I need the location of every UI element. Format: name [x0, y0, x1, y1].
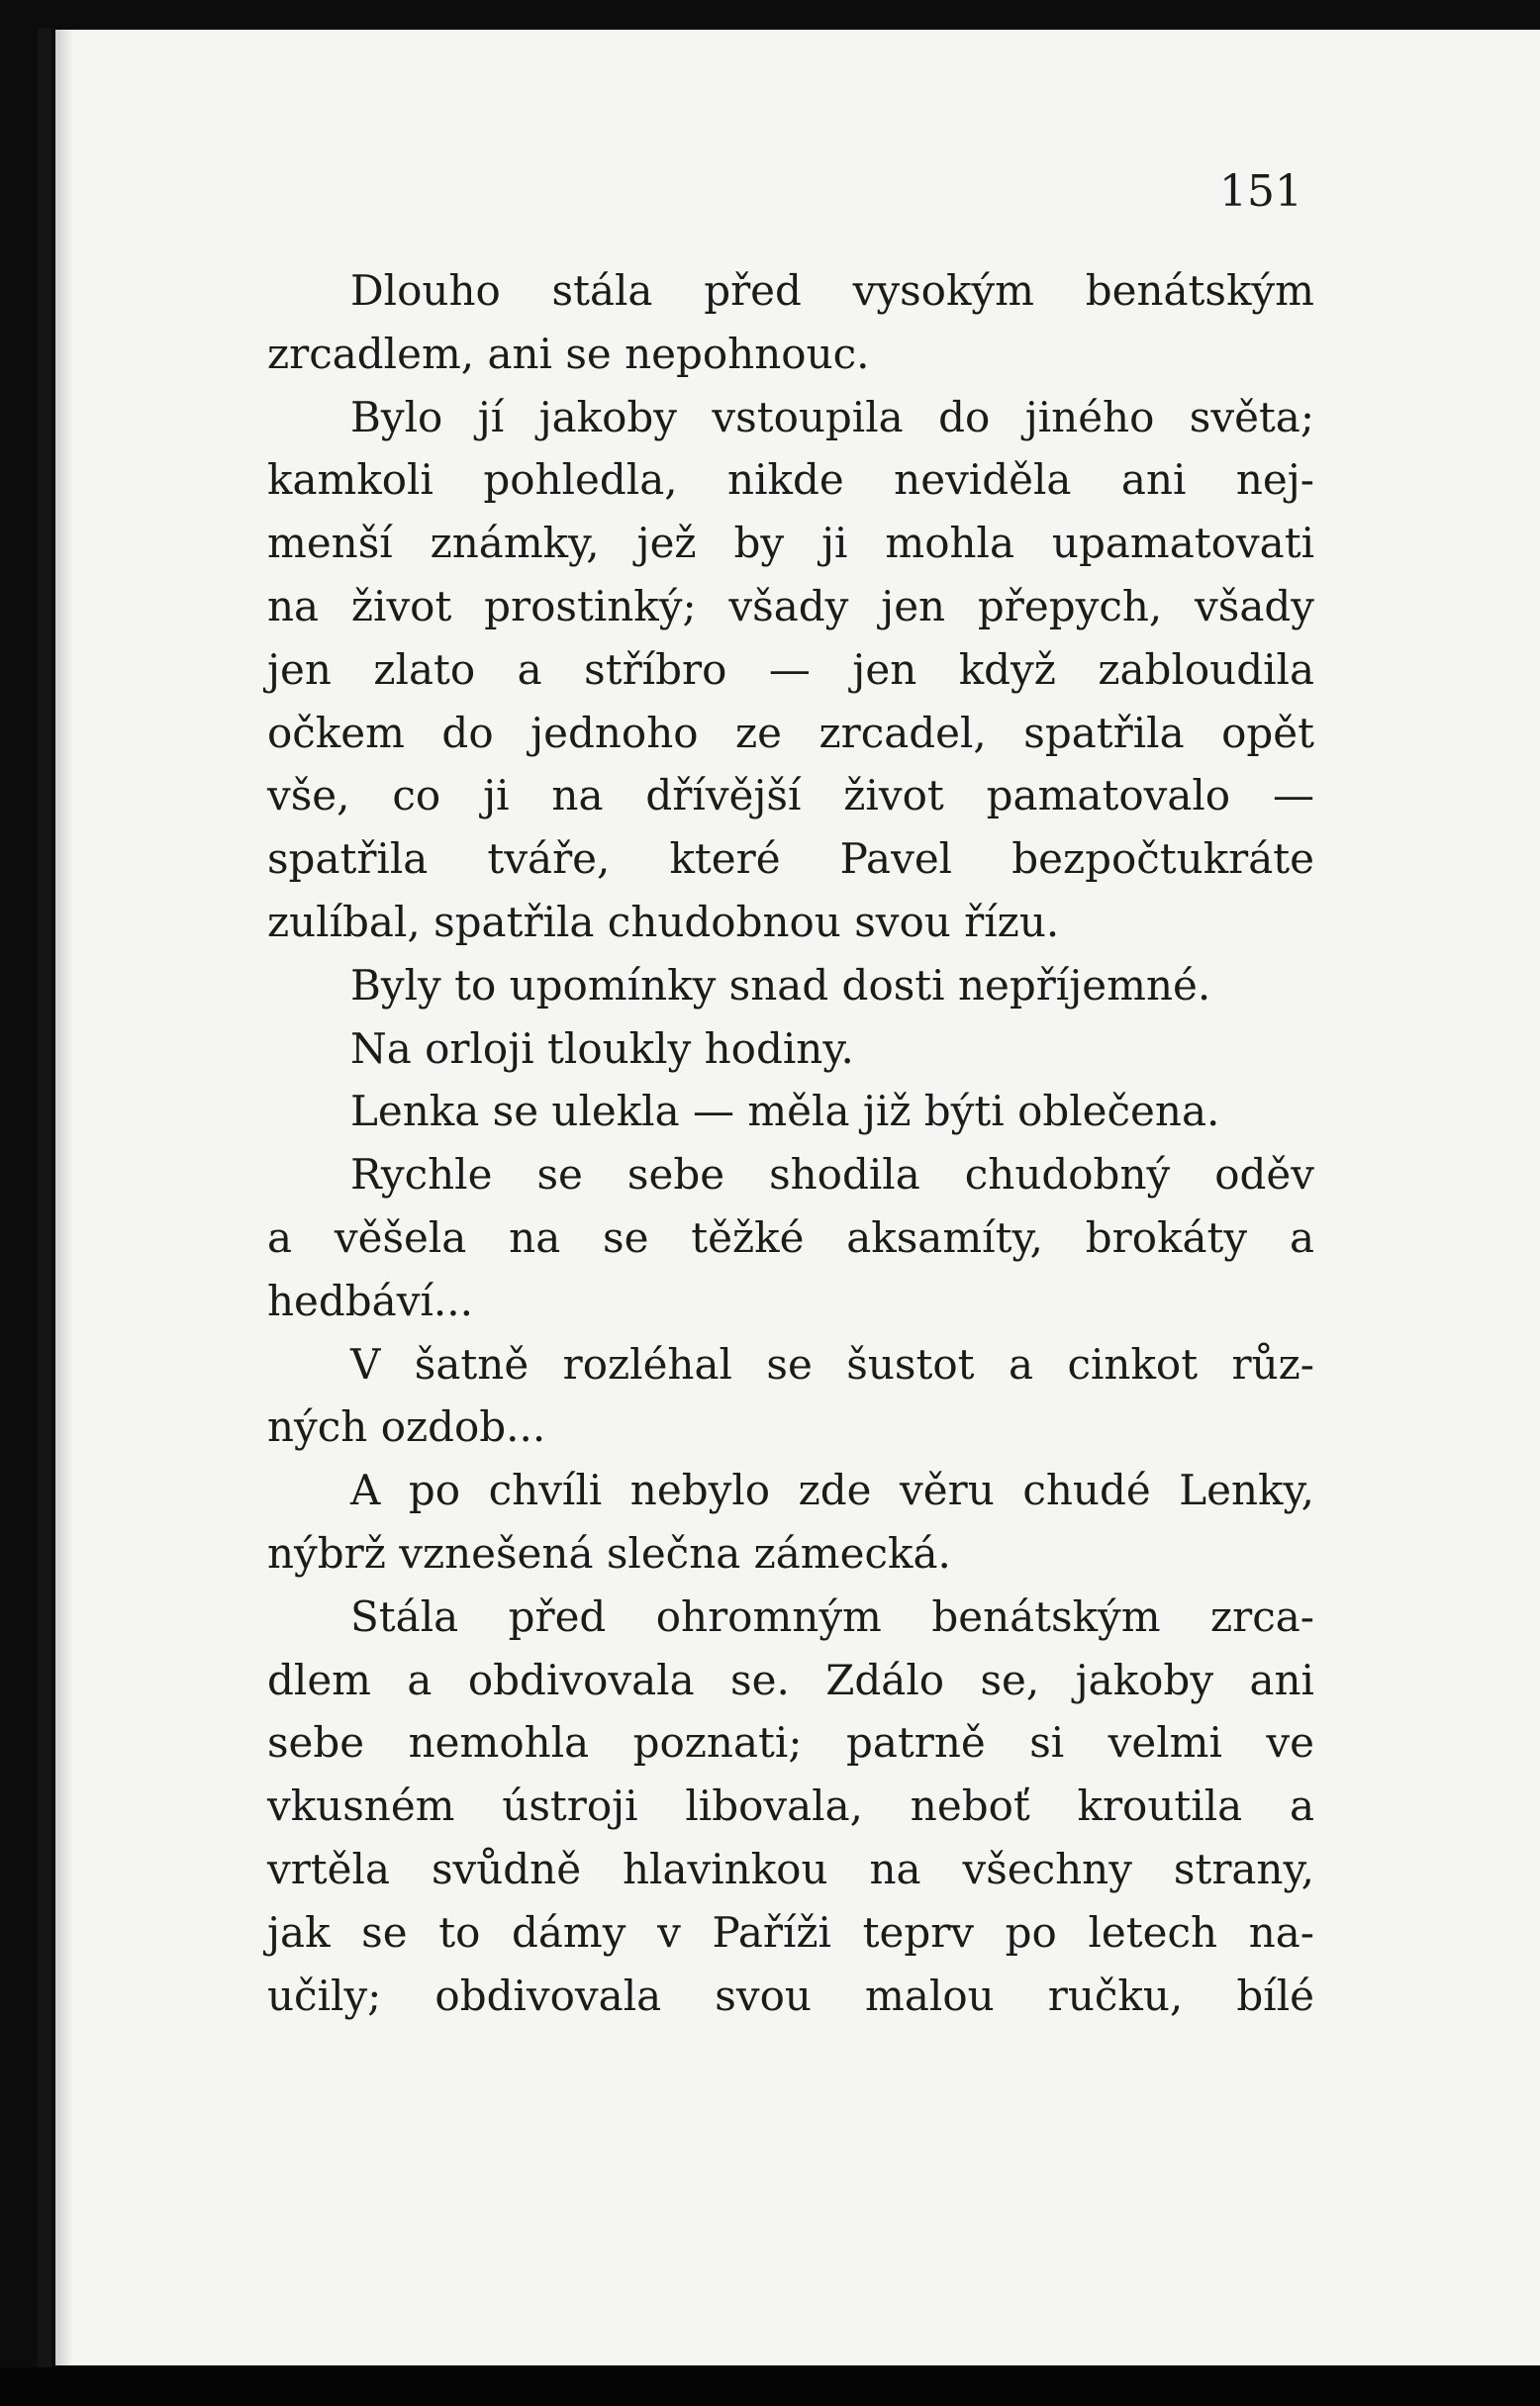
text-line: Dlouho stála před vysokým benátským: [350, 266, 1314, 315]
text-line: hedbáví...: [267, 1276, 473, 1325]
text-line: ných ozdob...: [267, 1402, 546, 1452]
text-line: Byly to upomínky snad dosti nepříjemné.: [350, 960, 1211, 1010]
text-line: dlem a obdivovala se. Zdálo se, jakoby ani: [267, 1655, 1314, 1704]
text-line: Stála před ohromným benátským zrca-: [350, 1591, 1314, 1641]
text-line: spatřila tváře, které Pavel bezpočtukráte: [267, 834, 1314, 884]
body-text: [267, 259, 1314, 2027]
text-line: a věšela na se těžké aksamíty, brokáty a: [267, 1212, 1314, 1262]
text-line: menší známky, jež by ji mohla upamatovati: [267, 519, 1314, 568]
text-line: zulíbal, spatřila chudobnou svou řízu.: [267, 897, 1060, 946]
text-line: A po chvíli nebylo zde věru chudé Lenky,: [350, 1466, 1314, 1515]
text-line: Rychle se sebe shodila chudobný oděv: [350, 1150, 1314, 1200]
text-line: kamkoli pohledla, nikde neviděla ani nej-: [267, 455, 1314, 505]
text-line: Lenka se ulekla — měla již býti oblečena.: [350, 1087, 1220, 1136]
page-number: 151: [1219, 166, 1302, 217]
text-line: vše, co ji na dřívější život pamatovalo —: [267, 771, 1314, 820]
text-line: očkem do jednoho ze zrcadel, spatřila opět: [267, 708, 1314, 757]
text-line: sebe nemohla poznati; patrně si velmi ve: [267, 1718, 1314, 1768]
text-line: jen zlato a stříbro — jen když zabloudila: [267, 644, 1314, 694]
text-line: jak se to dámy v Paříži teprv po letech na-: [267, 1907, 1314, 1957]
text-line: vrtěla svůdně hlavinkou na všechny strany,: [267, 1844, 1314, 1893]
text-line: zrcadlem, ani se nepohnouc.: [267, 329, 870, 378]
text-line: Bylo jí jakoby vstoupila do jiného světa;: [350, 392, 1314, 441]
text-line: na život prostinký; všady jen přepych, všady: [267, 581, 1314, 630]
text-line: nýbrž vznešená slečna zámecká.: [267, 1528, 951, 1578]
scan-border: [0, 2367, 1540, 2406]
text-line: Na orloji tloukly hodiny.: [350, 1023, 854, 1073]
text-line: učily; obdivovala svou malou ručku, bílé: [267, 1971, 1314, 2020]
book-spine-edge: [38, 28, 51, 2383]
text-line: vkusném ústroji libovala, neboť kroutila a: [267, 1781, 1314, 1831]
text-line: V šatně rozléhal se šustot a cinkot růz-: [350, 1339, 1314, 1389]
gutter-shadow: [55, 30, 73, 2365]
